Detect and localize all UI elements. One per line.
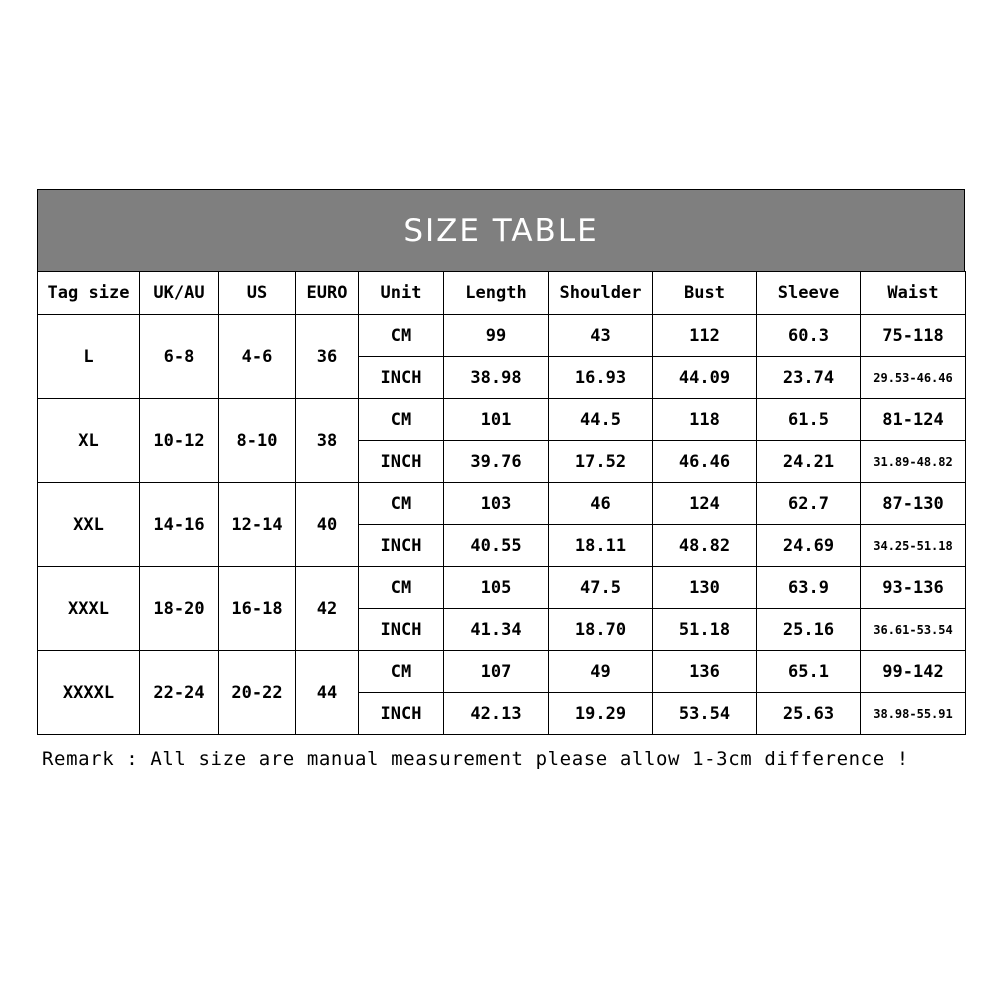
length-cell: 41.34 <box>444 609 549 651</box>
uk-au-cell: 10-12 <box>140 399 219 483</box>
size-table <box>37 189 965 735</box>
header-us: US <box>219 272 296 315</box>
euro-cell: 42 <box>296 567 359 651</box>
shoulder-cell: 18.70 <box>549 609 653 651</box>
header-tag-size: Tag size <box>38 272 140 315</box>
header-sleeve: Sleeve <box>757 272 861 315</box>
bust-cell: 48.82 <box>653 525 757 567</box>
waist-cell: 87-130 <box>861 483 966 525</box>
unit-cell: CM <box>359 567 444 609</box>
unit-cell: CM <box>359 399 444 441</box>
shoulder-cell: 44.5 <box>549 399 653 441</box>
header-uk-au: UK/AU <box>140 272 219 315</box>
table-row-cm <box>38 567 966 609</box>
bust-cell: 130 <box>653 567 757 609</box>
unit-cell: CM <box>359 315 444 357</box>
shoulder-cell: 17.52 <box>549 441 653 483</box>
bust-cell: 112 <box>653 315 757 357</box>
sleeve-cell: 23.74 <box>757 357 861 399</box>
us-cell: 8-10 <box>219 399 296 483</box>
us-cell: 12-14 <box>219 483 296 567</box>
unit-cell: INCH <box>359 609 444 651</box>
length-cell: 38.98 <box>444 357 549 399</box>
waist-cell: 31.89-48.82 <box>861 441 966 483</box>
header-shoulder: Shoulder <box>549 272 653 315</box>
us-cell: 16-18 <box>219 567 296 651</box>
bust-cell: 46.46 <box>653 441 757 483</box>
waist-cell: 75-118 <box>861 315 966 357</box>
table-row-cm <box>38 651 966 693</box>
size-chart-table <box>37 271 966 735</box>
remark-text: Remark : All size are manual measurement please allow 1-3cm difference ! <box>42 748 909 770</box>
header-bust: Bust <box>653 272 757 315</box>
header-waist: Waist <box>861 272 966 315</box>
waist-cell: 93-136 <box>861 567 966 609</box>
bust-cell: 53.54 <box>653 693 757 735</box>
waist-cell: 99-142 <box>861 651 966 693</box>
uk-au-cell: 22-24 <box>140 651 219 735</box>
shoulder-cell: 43 <box>549 315 653 357</box>
waist-cell: 36.61-53.54 <box>861 609 966 651</box>
bust-cell: 118 <box>653 399 757 441</box>
shoulder-cell: 49 <box>549 651 653 693</box>
uk-au-cell: 18-20 <box>140 567 219 651</box>
bust-cell: 124 <box>653 483 757 525</box>
unit-cell: INCH <box>359 525 444 567</box>
euro-cell: 36 <box>296 315 359 399</box>
length-cell: 103 <box>444 483 549 525</box>
sleeve-cell: 60.3 <box>757 315 861 357</box>
euro-cell: 40 <box>296 483 359 567</box>
bust-cell: 51.18 <box>653 609 757 651</box>
waist-cell: 29.53-46.46 <box>861 357 966 399</box>
uk-au-cell: 6-8 <box>140 315 219 399</box>
sleeve-cell: 24.69 <box>757 525 861 567</box>
length-cell: 105 <box>444 567 549 609</box>
length-cell: 101 <box>444 399 549 441</box>
length-cell: 40.55 <box>444 525 549 567</box>
shoulder-cell: 46 <box>549 483 653 525</box>
length-cell: 42.13 <box>444 693 549 735</box>
waist-cell: 34.25-51.18 <box>861 525 966 567</box>
unit-cell: INCH <box>359 357 444 399</box>
header-unit: Unit <box>359 272 444 315</box>
euro-cell: 44 <box>296 651 359 735</box>
tag-size-cell: XL <box>38 399 140 483</box>
unit-cell: INCH <box>359 441 444 483</box>
tag-size-cell: L <box>38 315 140 399</box>
waist-cell: 81-124 <box>861 399 966 441</box>
table-row-cm <box>38 483 966 525</box>
sleeve-cell: 25.16 <box>757 609 861 651</box>
tag-size-cell: XXXL <box>38 567 140 651</box>
sleeve-cell: 61.5 <box>757 399 861 441</box>
sleeve-cell: 24.21 <box>757 441 861 483</box>
tag-size-cell: XXL <box>38 483 140 567</box>
euro-cell: 38 <box>296 399 359 483</box>
header-length: Length <box>444 272 549 315</box>
sleeve-cell: 62.7 <box>757 483 861 525</box>
shoulder-cell: 16.93 <box>549 357 653 399</box>
shoulder-cell: 19.29 <box>549 693 653 735</box>
sleeve-cell: 63.9 <box>757 567 861 609</box>
unit-cell: CM <box>359 651 444 693</box>
us-cell: 4-6 <box>219 315 296 399</box>
table-row-cm <box>38 399 966 441</box>
header-euro: EURO <box>296 272 359 315</box>
table-row-cm <box>38 315 966 357</box>
length-cell: 39.76 <box>444 441 549 483</box>
table-title: SIZE TABLE <box>403 212 599 249</box>
bust-cell: 136 <box>653 651 757 693</box>
waist-cell: 38.98-55.91 <box>861 693 966 735</box>
uk-au-cell: 14-16 <box>140 483 219 567</box>
header-row <box>38 272 966 315</box>
length-cell: 107 <box>444 651 549 693</box>
shoulder-cell: 18.11 <box>549 525 653 567</box>
title-bar <box>37 189 965 271</box>
shoulder-cell: 47.5 <box>549 567 653 609</box>
unit-cell: INCH <box>359 693 444 735</box>
bust-cell: 44.09 <box>653 357 757 399</box>
sleeve-cell: 25.63 <box>757 693 861 735</box>
sleeve-cell: 65.1 <box>757 651 861 693</box>
us-cell: 20-22 <box>219 651 296 735</box>
tag-size-cell: XXXXL <box>38 651 140 735</box>
unit-cell: CM <box>359 483 444 525</box>
length-cell: 99 <box>444 315 549 357</box>
